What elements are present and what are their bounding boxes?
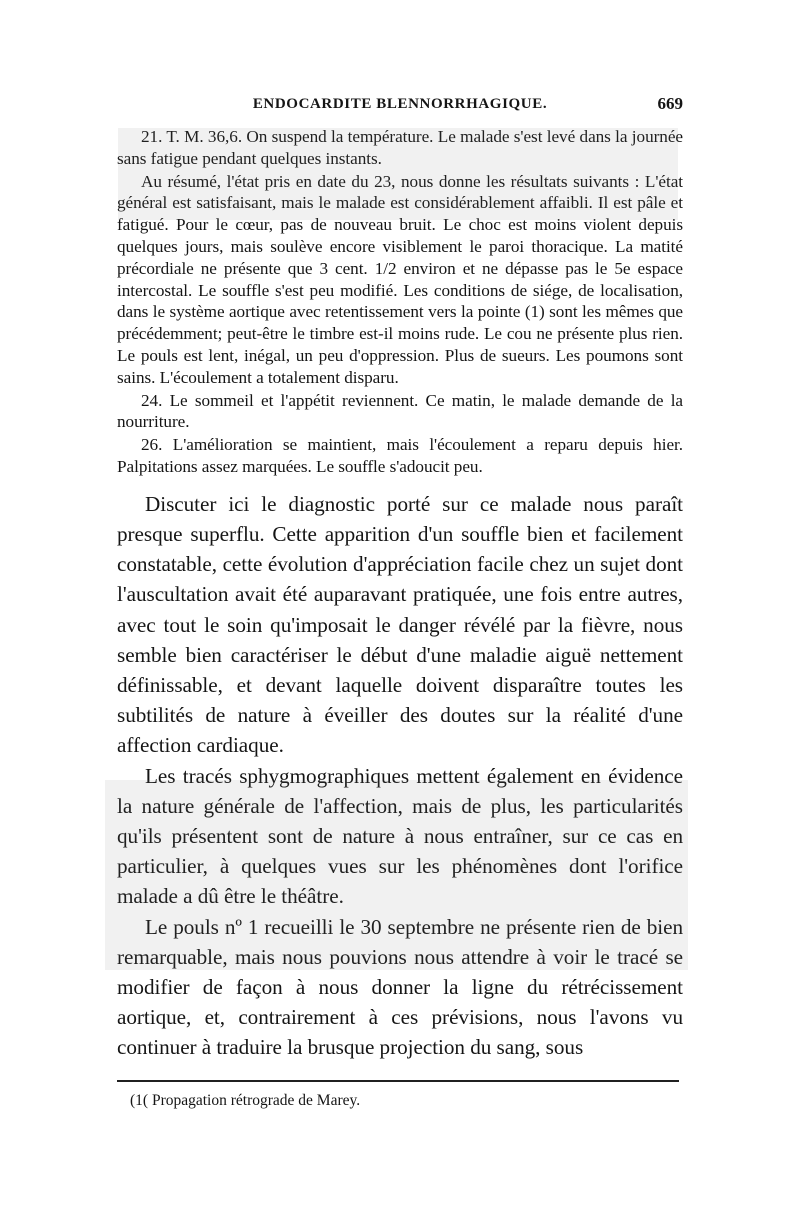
- paragraph-pulse-number-one: Le pouls nº 1 recueilli le 30 septembre ne présente rien de bien remarquable, mais nous pouvions nous attendre à voir le tracé se modifier de façon à nous donner la ligne du rétrécissement aortique, et, contrairement à ces prévisions, nous l'avons vu continuer à traduire la brusque projection du sang, sous: [117, 914, 683, 1060]
- main-text: [117, 126, 683, 1063]
- paragraph-sphygmographic-traces: Les tracés sphygmographiques mettent également en évidence la nature générale de l'affection, mais de plus, les particularités qu'ils présentent sont de nature à nous entraîner, sur ce cas en particulier, à quelques vues sur les phénomènes dont l'orifice malade a dû être le théâtre.: [117, 763, 683, 909]
- running-head: [117, 94, 683, 120]
- paragraph-diagnosis: Discuter ici le diagnostic porté sur ce malade nous paraît presque superflu. Cette apparition d'un souffle bien et facilement constatable, cette évolution d'appréciation facile chez un sujet dont l'auscultation avait été auparavant pratiquée, une fois entre autres, avec tout le soin qu'imposait le danger révélé par la fièvre, nous semble bien caractériser le début d'une maladie aiguë nettement définissable, et devant laquelle doivent disparaître toutes les subtilités de nature à éveiller des doutes sur la réalité d'une affection cardiaque.: [117, 491, 683, 758]
- paragraph-day-24: 24. Le sommeil et l'appétit reviennent. Ce matin, le malade demande de la nourriture.: [117, 390, 683, 432]
- paragraph-day-26: 26. L'amélioration se maintient, mais l'écoulement a reparu depuis hier. Palpitations assez marquées. Le souffle s'adoucit peu.: [117, 435, 683, 476]
- running-title: ENDOCARDITE BLENNORRHAGIQUE.: [252, 96, 548, 112]
- paragraph-day-21: 21. T. M. 36,6. On suspend la température. Le malade s'est levé dans la journée sans fatigue pendant quelques instants.: [117, 127, 683, 168]
- page-number: 669: [657, 94, 683, 113]
- paragraph-summary: Au résumé, l'état pris en date du 23, nous donne les résultats suivants : L'état général est satisfaisant, mais le malade est considérablement affaibli. Il est pâle et fatigué. Pour le cœur, pas de nouveau bruit. Le choc est moins violent depuis quelques jours, mais soulève encore visiblement le paroi thoracique. La matité précordiale ne présente que 3 cent. 1/2 environ et ne dépasse pas le 5e espace intercostal. Le souffle s'est peu modifié. Les conditions de siége, de localisation, dans le système aortique avec retentissement vers la pointe (1) sont les mêmes que précédemment; peut-être le timbre est-il moins rude. Le cou ne présente plus rien. Le pouls est lent, inégal, un peu d'oppression. Plus de sueurs. Les poumons sont sains. L'écoulement a totalement disparu.: [117, 171, 683, 387]
- footnote-rule: [117, 1080, 679, 1082]
- footnote: (1( Propagation rétrograde de Marey.: [130, 1092, 361, 1109]
